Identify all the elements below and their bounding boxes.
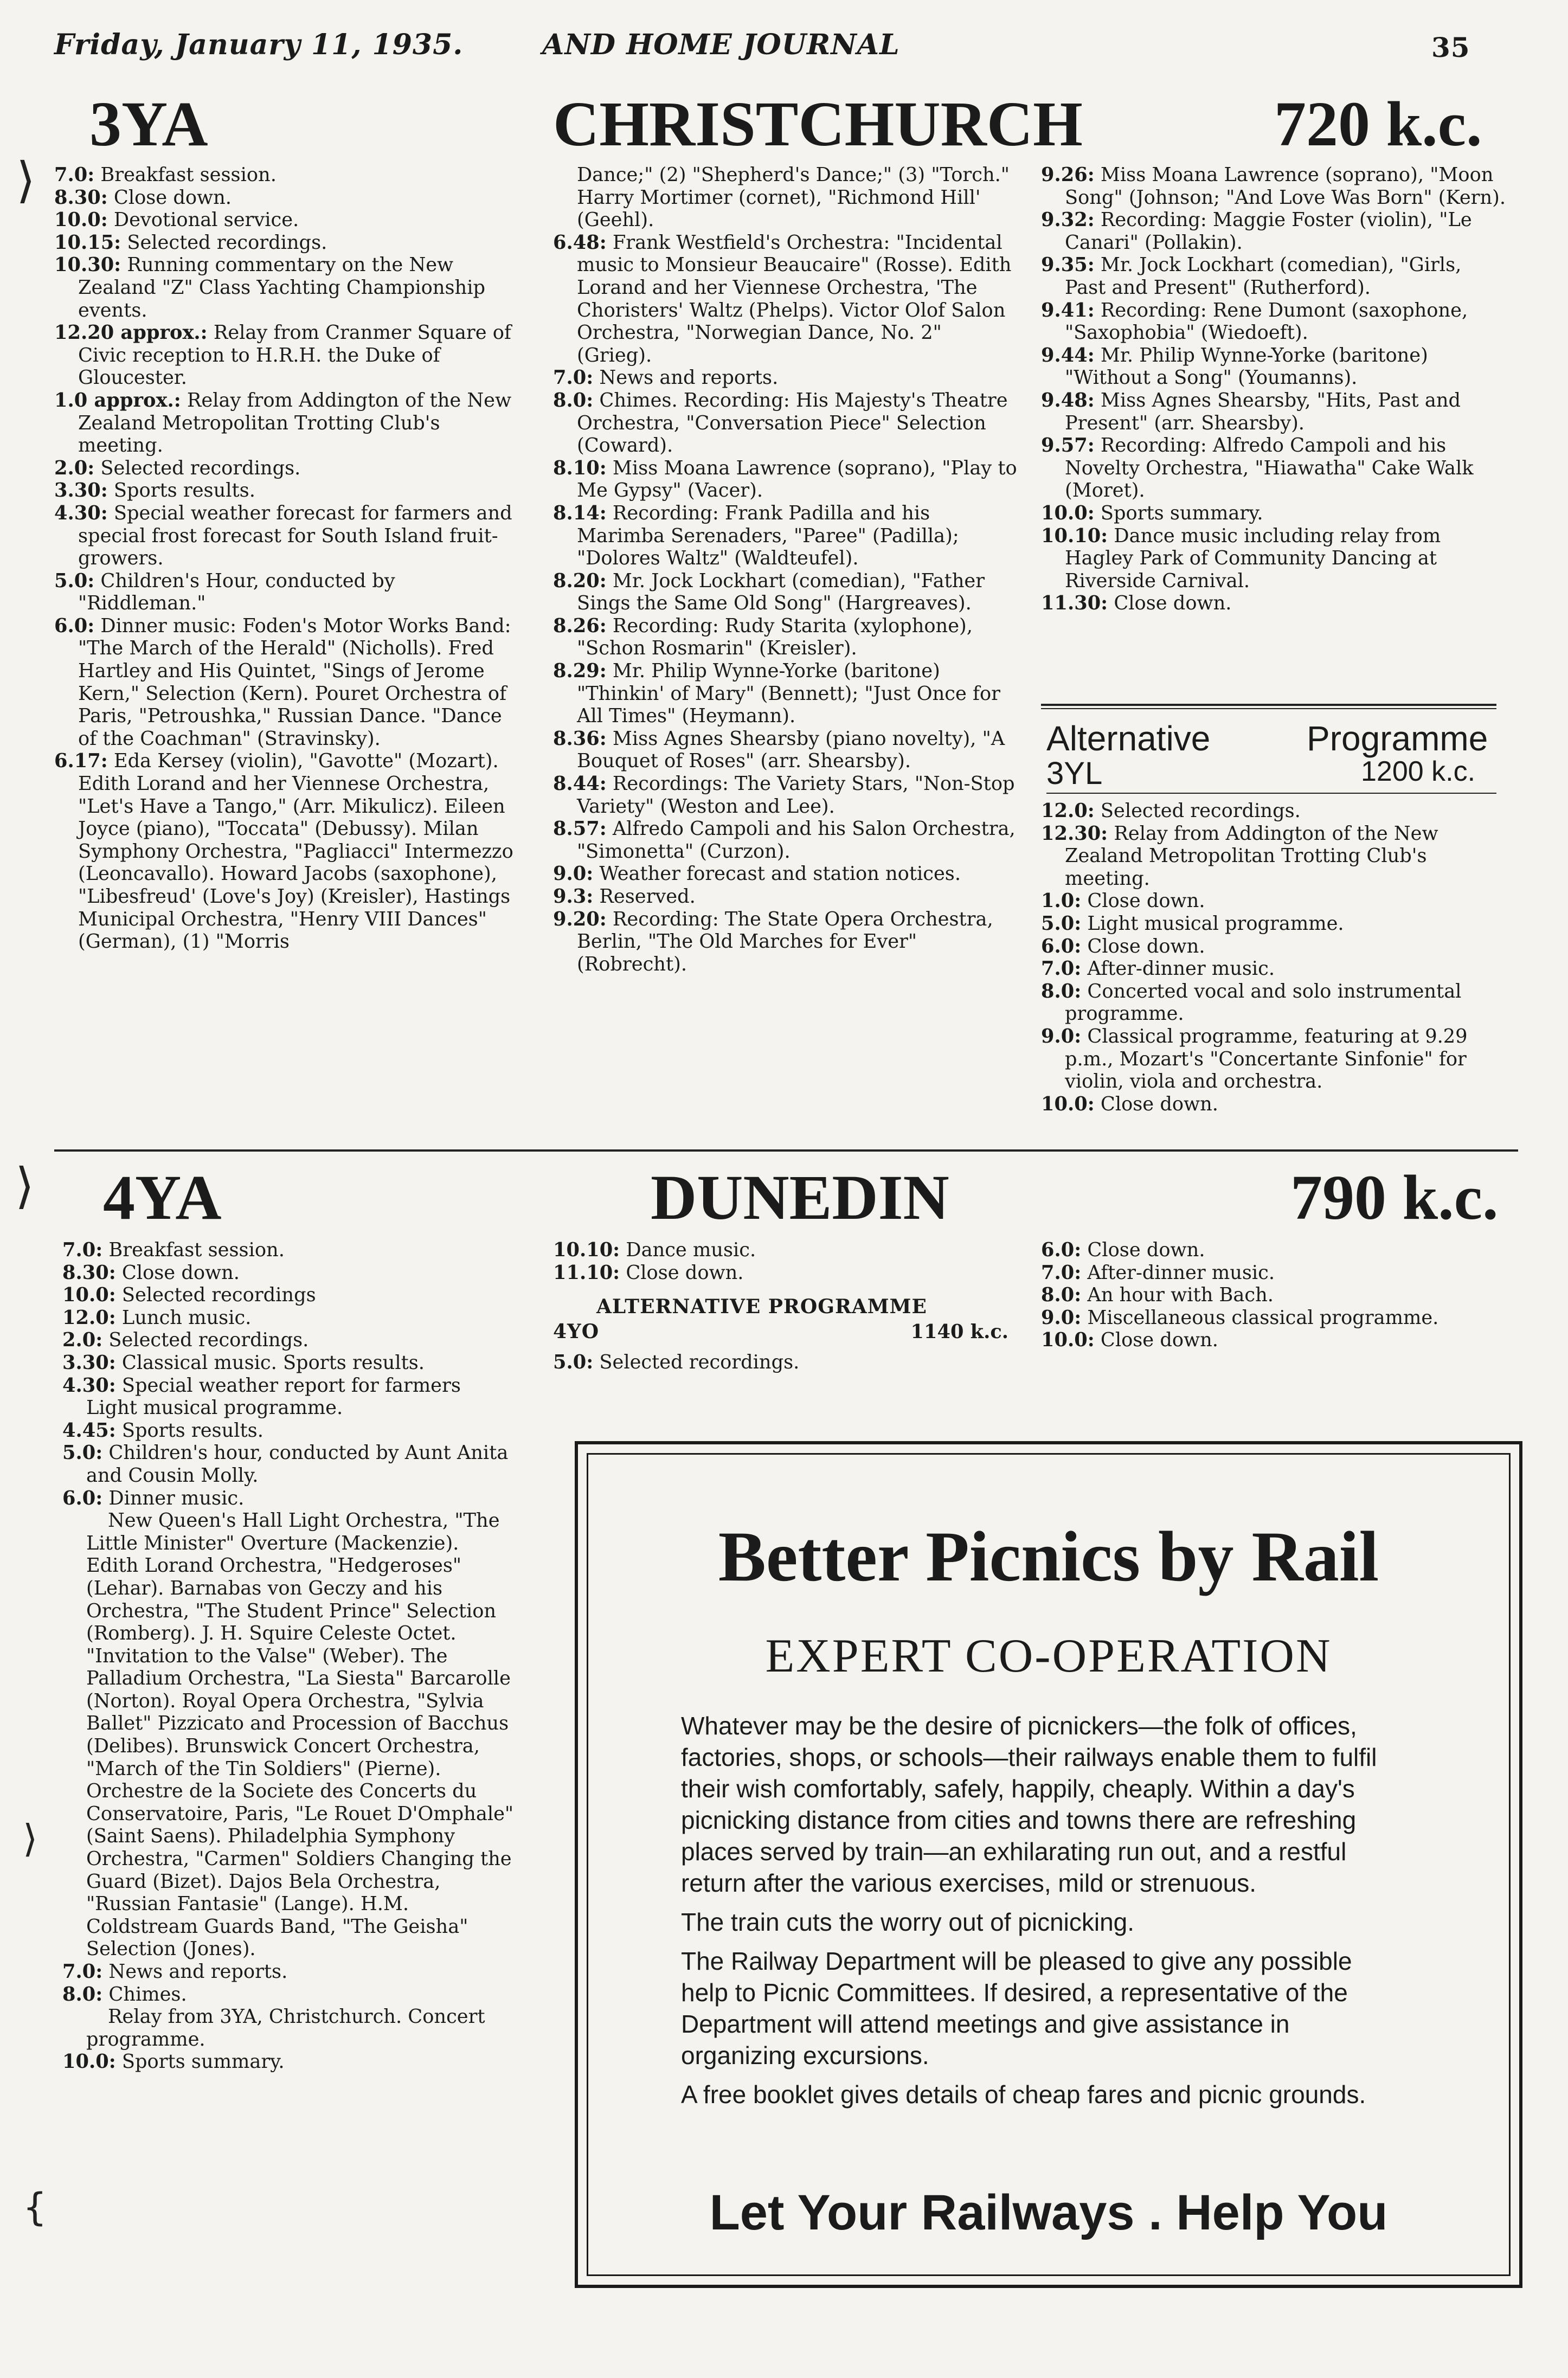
entry-time: 9.20:: [553, 908, 607, 930]
entry-time: 6.0:: [62, 1487, 103, 1509]
entry-time: 9.0:: [1041, 1025, 1082, 1047]
alt-programme-entry: [1041, 912, 1507, 935]
entry-text: News and reports.: [108, 1961, 288, 1983]
entry-text: Concerted vocal and solo instrumental programme.: [1065, 980, 1462, 1025]
programme-entry: [553, 614, 1019, 660]
ad-paragraph: A free booklet gives details of cheap fares and picnic grounds.: [681, 2080, 1366, 2109]
entry-text: Close down.: [113, 186, 232, 209]
alt-freq-4yo: 1140 k.c.: [910, 1320, 1008, 1343]
entry-time: 10.0:: [62, 2051, 116, 2073]
entry-text: Frank Westfield's Orchestra: "Incidental music to Monsieur Beaucaire" (Rosse). Edith Lorand and her Viennese Orchestra, 'The Choristers' Waltz (Phelps). Victor Olof Salon Orchestra, "Norwegian Dance, No. 2" (Grieg).: [577, 231, 1012, 367]
programme-entry: [553, 773, 1019, 818]
railway-advertisement: [575, 1441, 1522, 2288]
entry-time: 10.15:: [54, 231, 121, 254]
entry-text: Chimes.: [108, 1983, 187, 2006]
margin-bracket-mark: {: [23, 2185, 47, 2229]
entry-text: News and reports.: [599, 367, 779, 389]
programme-entry: [62, 1306, 515, 1329]
alt-programme-entry: [553, 1351, 1019, 1374]
programme-entry: [1041, 1239, 1507, 1262]
entry-text: Close down.: [1100, 1092, 1218, 1115]
entry-time: 8.14:: [553, 502, 607, 524]
programme-entry: [62, 1419, 515, 1442]
entry-time: 8.29:: [553, 660, 607, 683]
entry-time: 11.30:: [1041, 592, 1108, 615]
entry-time: 10.0:: [54, 209, 108, 232]
programme-entry: [62, 1442, 515, 1487]
entry-text: Classical music. Sports results.: [121, 1351, 425, 1374]
programme-entry: [54, 502, 515, 570]
programme-entry: [62, 1351, 515, 1374]
entry-text: Miss Moana Lawrence (soprano), "Moon Song" (Johnson; "And Love Was Born" (Kern).: [1065, 164, 1506, 209]
programme-entry: [553, 457, 1019, 502]
entry-time: 1.0:: [1041, 890, 1082, 912]
entry-time: 10.30:: [54, 254, 121, 277]
entry-time: 3.30:: [62, 1351, 116, 1374]
entry-time: 7.0:: [62, 1239, 103, 1261]
programme-entry: [54, 322, 515, 389]
dunedin-column-2: [553, 1239, 1019, 1373]
entry-text: Miss Agnes Shearsby (piano novelty), "A Bouquet of Roses" (arr. Shearsby).: [577, 727, 1005, 773]
entry-time: 6.17:: [54, 750, 108, 773]
programme-entry: [54, 457, 515, 480]
entry-time: 7.0:: [54, 164, 95, 186]
entry-time: 8.44:: [553, 773, 607, 795]
entry-time: 11.10:: [553, 1261, 620, 1284]
entry-text: Selected recordings.: [1100, 800, 1301, 822]
entry-text: Sports results.: [121, 1419, 264, 1442]
alt-programme-entry: [1041, 1092, 1507, 1116]
entry-time: 8.26:: [553, 614, 607, 637]
alt-programme-entry: [1041, 822, 1507, 890]
entry-text: Special weather report for farmers Light musical programme.: [86, 1374, 461, 1419]
programme-entry: [62, 1961, 515, 1983]
station-call-4ya: 4YA: [103, 1162, 222, 1233]
alt-programme-heading: ALTERNATIVE PROGRAMME: [596, 1295, 927, 1319]
ad-headline: Better Picnics by Rail: [718, 1516, 1379, 1596]
entry-time: 12.20 approx.:: [54, 322, 208, 344]
entry-text: Miscellaneous classical programme.: [1087, 1306, 1439, 1329]
entry-text: Sports summary.: [1100, 502, 1263, 524]
entry-text: After-dinner music.: [1087, 957, 1275, 980]
entry-text: Mr. Philip Wynne-Yorke (baritone) "Without a Song" (Youmanns).: [1065, 344, 1428, 389]
entry-time: 10.0:: [1041, 1092, 1095, 1115]
entry-time: 10.0:: [62, 1284, 116, 1307]
programme-entry: [1041, 1329, 1507, 1352]
entry-time: 8.0:: [553, 389, 594, 412]
programme-entry: [62, 1284, 515, 1307]
programme-entry: [54, 750, 515, 953]
programme-entry: [62, 1374, 515, 1419]
entry-text: Dinner music.: [108, 1487, 245, 1509]
entry-text: Light musical programme.: [1087, 912, 1344, 935]
programme-entry: [553, 1239, 1019, 1262]
entry-time: 10.10:: [553, 1239, 620, 1261]
entry-text: An hour with Bach.: [1087, 1284, 1274, 1307]
entry-text: Children's Hour, conducted by "Riddleman.": [78, 569, 395, 615]
entry-time: 4.45:: [62, 1419, 116, 1442]
entry-time: 2.0:: [62, 1329, 103, 1352]
entry-time: 7.0:: [1041, 1261, 1082, 1284]
programme-entry: [54, 164, 515, 187]
programme-entry: [1041, 434, 1507, 502]
programme-entry: [1041, 592, 1507, 615]
entry-text: Devotional service.: [113, 209, 299, 232]
entry-time: 8.0:: [1041, 980, 1082, 1002]
programme-entry: [1041, 1284, 1507, 1307]
programme-entry: [553, 660, 1019, 728]
ad-paragraph: The Railway Department will be pleased to give any possible help to Picnic Committees. If desired, a representative of the Department will attend meetings and give assistance in organizing excursions.: [681, 1947, 1352, 2069]
alt-programme-entry: [1041, 935, 1507, 958]
programme-entry: [1041, 1261, 1507, 1284]
entry-time: 9.26:: [1041, 164, 1095, 186]
entry-text: Mr. Philip Wynne-Yorke (baritone) "Thinkin' of Mary" (Bennett); "Just Once for All Times" (Heymann).: [577, 660, 1000, 728]
dunedin-column-3: [1041, 1239, 1507, 1352]
entry-time: 8.36:: [553, 727, 607, 750]
entry-text: Close down.: [1087, 1239, 1205, 1261]
programme-entry: [62, 2051, 515, 2073]
page-number: 35: [1431, 31, 1470, 63]
entry-time: 8.30:: [62, 1261, 116, 1284]
entry-time: 10.10:: [1041, 524, 1108, 547]
entry-time: 9.0:: [553, 863, 594, 885]
ad-subhead: EXPERT CO-OPERATION: [765, 1630, 1332, 1682]
entry-text: Recording: Alfredo Campoli and his Novelty Orchestra, "Hiawatha" Cake Walk (Moret).: [1065, 434, 1474, 502]
entry-time: 12.0:: [1041, 800, 1095, 822]
entry-time: 7.0:: [1041, 957, 1082, 980]
programme-entry: [54, 186, 515, 209]
entry-text: Selected recordings.: [100, 457, 301, 479]
station-freq-4ya: 790 k.c.: [1290, 1162, 1499, 1233]
margin-bracket-mark: ⟩: [16, 152, 36, 209]
entry-text: Weather forecast and station notices.: [599, 863, 961, 885]
entry-time: 12.30:: [1041, 822, 1108, 845]
programme-entry: [54, 231, 515, 254]
entry-time: 4.30:: [62, 1374, 116, 1397]
entry-text: Close down.: [1100, 1329, 1218, 1352]
margin-bracket-mark: ⟩: [15, 1158, 35, 1214]
entry-time: 8.30:: [54, 186, 108, 209]
programme-entry: [1041, 164, 1507, 209]
programme-entry: [553, 818, 1019, 863]
ad-body: [681, 1710, 1386, 2118]
entry-time: 8.0:: [1041, 1284, 1082, 1307]
divider: [1046, 793, 1496, 794]
alt-programme-label: Programme: [1307, 719, 1488, 758]
programme-entry: [54, 254, 515, 322]
programme-entry: [1041, 209, 1507, 254]
programme-entry: [553, 367, 1019, 389]
entry-text: Close down.: [1087, 935, 1205, 957]
programme-entry: [1041, 344, 1507, 389]
entry-text: Running commentary on the New Zealand "Z" Class Yachting Championship events.: [78, 254, 485, 322]
programme-entry: [1041, 524, 1507, 593]
entry-time: 5.0:: [54, 569, 95, 592]
entry-time: 6.48:: [553, 231, 607, 254]
alt-3yl-list: [1041, 800, 1507, 1115]
issue-date: Friday, January 11, 1935.: [54, 28, 464, 61]
alt-title: Alternative: [1046, 719, 1211, 758]
entry-text: Mr. Jock Lockhart (comedian), "Father Sings the Same Old Song" (Hargreaves).: [577, 569, 985, 615]
programme-entry: [553, 727, 1019, 773]
entry-time: 3.30:: [54, 479, 108, 502]
ad-footer-slogan: Let Your Railways . Help You: [709, 2185, 1388, 2240]
programme-entry: [553, 569, 1019, 615]
entry-time: 5.0:: [62, 1442, 103, 1464]
programme-entry: [1041, 254, 1507, 299]
programme-entry: [62, 1983, 515, 2006]
entry-text: Recording: The State Opera Orchestra, Berlin, "The Old Marches for Ever" (Robrecht).: [577, 908, 993, 975]
entry-text: Breakfast session.: [100, 164, 277, 186]
entry-text: Close down.: [121, 1261, 240, 1284]
entry-text: Dance music.: [626, 1239, 756, 1261]
entry-time: 6.0:: [1041, 1239, 1082, 1261]
programme-entry: [1041, 502, 1507, 525]
entry-text: Dance;" (2) "Shepherd's Dance;" (3) "Torch." Harry Mortimer (cornet), "Richmond Hill' (Geehl).: [577, 164, 1010, 232]
programme-entry: [62, 1329, 515, 1352]
entry-time: 12.0:: [62, 1306, 116, 1329]
entry-time: 4.30:: [54, 502, 108, 524]
entry-time: 8.20:: [553, 569, 607, 592]
entry-time: 9.57:: [1041, 434, 1095, 457]
programme-entry: [1041, 389, 1507, 434]
section-divider: [54, 1149, 1518, 1152]
entry-text: Special weather forecast for farmers and special frost forecast for South Island fruit-growers.: [78, 502, 512, 570]
entry-time: 7.0:: [553, 367, 594, 389]
programme-entry: [577, 164, 1019, 232]
entry-text: Selected recordings.: [127, 231, 327, 254]
margin-bracket-mark: ⟩: [23, 1816, 38, 1861]
entry-text: Dinner music: Foden's Motor Works Band: "The March of the Herald" (Nicholls). Fred Hartley and His Quintet, "Sings of Jerome Kern," Selection (Kern). Pouret Orchestra of Paris, "Petroushka," Russian Dance. "Dance of the Coachman" (Stravinsky).: [78, 614, 511, 750]
alt-programme-entry: [1041, 957, 1507, 980]
programme-entry: [553, 908, 1019, 976]
programme-entry: [553, 231, 1019, 367]
entry-text: Recordings: The Variety Stars, "Non-Stop Variety" (Weston and Lee).: [577, 773, 1015, 818]
entry-text: Selected recordings.: [108, 1329, 309, 1352]
station-city-dunedin: DUNEDIN: [651, 1162, 949, 1233]
programme-entry: [54, 569, 515, 615]
christchurch-column-2: [553, 164, 1019, 975]
programme-entry: [54, 389, 515, 457]
programme-entry: [1041, 299, 1507, 344]
entry-text: Close down.: [1114, 592, 1232, 615]
divider: [1041, 708, 1496, 709]
entry-text: Children's hour, conducted by Aunt Anita and Cousin Molly.: [86, 1442, 509, 1487]
dinner-music-text: New Queen's Hall Light Orchestra, "The Little Minister" Overture (Mackenzie). Edith Lorand Orchestra, "Hedgeroses" (Lehar). Barnabas von Geczy and his Orchestra, "The Student Prince" Selection (Romberg). J. H. Squire Celeste Octet. "Invitation to the Valse" (Weber). The Palladium Orchestra, "La Siesta" Barcarolle (Norton). Royal Opera Orchestra, "Sylvia Ballet" Pizzicato and Procession of Bacchus (Delibes). Brunswick Concert Orchestra, "March of the Tin Soldiers" (Pierne). Orchestre de la Societe des Concerts du Conservatoire, Paris, "Le Rouet D'Omphale" (Saint Saens). Philadelphia Symphony Orchestra, "Carmen" Soldiers Changing the Guard (Bizet). Dajos Bela Orchestra, "Russian Fantasie" (Lange). H.M. Coldstream Guards Band, "The Geisha" Selection (Jones).: [86, 1509, 514, 1961]
alt-programme-entry: [1041, 890, 1507, 912]
divider: [1041, 704, 1496, 706]
entry-time: 9.32:: [1041, 209, 1095, 232]
entry-text: Relay from Cranmer Square of Civic reception to H.R.H. the Duke of Gloucester.: [78, 322, 511, 389]
programme-entry: [54, 614, 515, 750]
entry-text: Selected recordings.: [599, 1351, 800, 1373]
entry-time: 10.0:: [1041, 1329, 1095, 1352]
entry-text: Mr. Jock Lockhart (comedian), "Girls, Past and Present" (Rutherford).: [1065, 254, 1462, 299]
entry-time: 9.0:: [1041, 1306, 1082, 1329]
entry-text: Sports summary.: [121, 2051, 285, 2073]
entry-time: 7.0:: [62, 1961, 103, 1983]
programme-entry: [62, 1261, 515, 1284]
entry-text: Classical programme, featuring at 9.29 p.m., Mozart's "Concertante Sinfonie" for violin, viola and orchestra.: [1065, 1025, 1468, 1093]
entry-text: Close down.: [626, 1261, 744, 1284]
dunedin-column-1: [62, 1239, 515, 2073]
entry-time: 9.44:: [1041, 344, 1095, 367]
alt-programme-entry: [1041, 1025, 1507, 1093]
alt-programme-entry: [1041, 800, 1507, 822]
entry-text: Recording: Maggie Foster (violin), "Le Canari" (Pollakin).: [1065, 209, 1472, 254]
entry-text: Recording: Frank Padilla and his Marimba Serenaders, "Paree" (Padilla); "Dolores Waltz" (Waldteufel).: [577, 502, 959, 570]
entry-text: Selected recordings: [121, 1284, 316, 1307]
entry-time: 8.0:: [62, 1983, 103, 2006]
entry-time: 5.0:: [1041, 912, 1082, 935]
programme-entry: [62, 1487, 515, 1510]
entry-time: 9.41:: [1041, 299, 1095, 322]
entry-time: 6.0:: [54, 614, 95, 637]
christchurch-column-1: [54, 164, 515, 953]
entry-text: Recording: Rene Dumont (saxophone, "Saxophobia" (Wiedoeft).: [1065, 299, 1468, 344]
entry-time: 1.0 approx.:: [54, 389, 181, 412]
alt-call-3yl: 3YL: [1046, 756, 1103, 791]
entry-text: Breakfast session.: [108, 1239, 285, 1261]
entry-time: 9.48:: [1041, 389, 1095, 412]
alt-call-4yo: 4YO: [553, 1320, 600, 1343]
programme-entry: [553, 502, 1019, 570]
programme-entry: [553, 389, 1019, 457]
entry-text: Reserved.: [599, 885, 696, 908]
entry-time: 8.10:: [553, 457, 607, 479]
entry-text: Dance music including relay from Hagley Park of Community Dancing at Riverside Carnival.: [1065, 524, 1441, 592]
entry-text: Relay from Addington of the New Zealand Metropolitan Trotting Club's meeting.: [1065, 822, 1438, 890]
entry-text: Recording: Rudy Starita (xylophone), "Schon Rosmarin" (Kreisler).: [577, 614, 973, 660]
programme-entry: [54, 209, 515, 232]
relay-note: Relay from 3YA, Christchurch. Concert programme.: [86, 2006, 485, 2051]
entry-time: 5.0:: [553, 1351, 594, 1373]
station-call-3ya: 3YA: [89, 88, 208, 159]
entry-time: 6.0:: [1041, 935, 1082, 957]
entry-text: Miss Agnes Shearsby, "Hits, Past and Present" (arr. Shearsby).: [1065, 389, 1461, 434]
entry-time: 9.35:: [1041, 254, 1095, 277]
christchurch-column-3: [1041, 164, 1507, 615]
entry-time: 9.3:: [553, 885, 594, 908]
entry-time: 2.0:: [54, 457, 95, 479]
station-city-christchurch: CHRISTCHURCH: [553, 88, 1083, 159]
ad-paragraph: Whatever may be the desire of picnickers—the folk of offices, factories, shops, or schools—their railways enable them to fulfil their wish comfortably, safely, happily, cheaply. Within a day's picnicking distance from cities and towns there are refreshing places served by train—an exhilarating run out, and a restful return after the various exercises, mild or strenuous.: [681, 1712, 1377, 1897]
alt-freq-3yl: 1200 k.c.: [1361, 756, 1476, 787]
entry-text: Eda Kersey (violin), "Gavotte" (Mozart). Edith Lorand and her Viennese Orchestra, "Let's Have a Tango," (Arr. Mikulicz). Eileen Joyce (piano), "Toccata" (Debussy). Milan Symphony Orchestra, "Pagliacci" Intermezzo (Leoncavallo). Howard Jacobs (saxophone), "Libesfreud' (Love's Joy) (Kreisler), Hastings Municipal Orchestra, "Henry VIII Dances" (German), (1) "Morris: [78, 750, 513, 953]
entry-text: Chimes. Recording: His Majesty's Theatre Orchestra, "Conversation Piece" Selection (Coward).: [577, 389, 1008, 457]
programme-entry: [54, 479, 515, 502]
programme-entry: [1041, 1306, 1507, 1329]
entry-text: Relay from Addington of the New Zealand Metropolitan Trotting Club's meeting.: [78, 389, 512, 457]
programme-entry: [553, 1261, 1019, 1284]
ad-paragraph: The train cuts the worry out of picnicking.: [681, 1908, 1135, 1936]
programme-entry: [62, 1239, 515, 1262]
entry-time: 10.0:: [1041, 502, 1095, 524]
journal-title: AND HOME JOURNAL: [542, 28, 900, 61]
entry-text: After-dinner music.: [1087, 1261, 1275, 1284]
alt-programme-entry: [1041, 980, 1507, 1025]
entry-time: 8.57:: [553, 818, 607, 840]
entry-text: Sports results.: [113, 479, 255, 502]
entry-text: Lunch music.: [121, 1306, 252, 1329]
station-freq-3ya: 720 k.c.: [1274, 88, 1482, 159]
entry-text: Close down.: [1087, 890, 1205, 912]
entry-text: Alfredo Campoli and his Salon Orchestra, "Simonetta" (Curzon).: [577, 818, 1016, 863]
entry-text: Miss Moana Lawrence (soprano), "Play to Me Gypsy" (Vacer).: [577, 457, 1017, 502]
programme-entry: [553, 863, 1019, 885]
programme-entry: [553, 885, 1019, 908]
